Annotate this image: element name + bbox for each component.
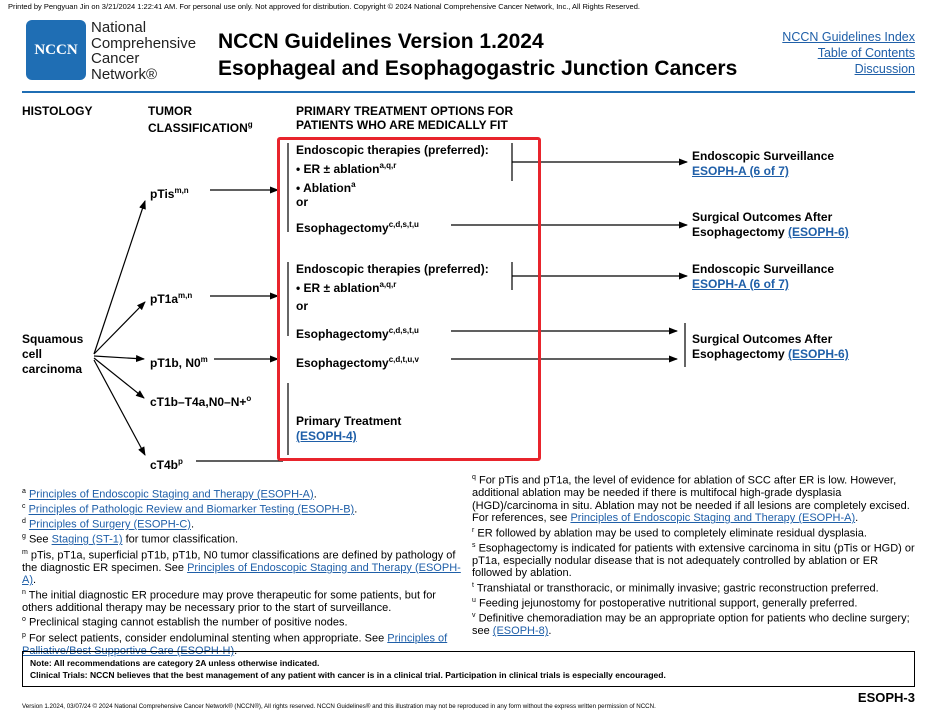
surgical-outcomes-link[interactable]: (ESOPH-6): [788, 347, 849, 361]
footnote-ref: c,d,s,t,u: [388, 220, 419, 229]
primary-treatment-link[interactable]: (ESOPH-4): [296, 429, 357, 443]
footnote-key: d: [22, 518, 26, 526]
footnote-key: g: [22, 533, 26, 541]
surveillance-link[interactable]: ESOPH-A (6 of 7): [692, 164, 789, 178]
footnote-text: Transhiatal or transthoracic, or minimally invasive; gastric reconstruction preferred.: [476, 582, 879, 595]
footnote-text: .: [190, 518, 195, 531]
footnote-ref: a: [351, 180, 356, 189]
footnote-key: n: [22, 588, 26, 596]
note-box: [22, 651, 915, 687]
footnote-ref: a,q,r: [379, 280, 397, 289]
footnote-link[interactable]: Staging (ST-1): [51, 534, 123, 547]
footnote-text: .: [33, 574, 37, 587]
footnote-n: [22, 587, 462, 615]
footnote-key: c: [22, 503, 26, 511]
footnote-key: q: [472, 474, 476, 481]
tumor-ct1b-t4a: [150, 391, 251, 410]
branch-arrow-ct4b: [94, 360, 145, 455]
note-line: Clinical Trials: NCCN believes that the best management of any patient with cancer is in a clinical trial. Participation in clinical trials is especially encouraged.: [30, 670, 666, 680]
footnote-text: Esophagectomy is indicated for patients with extensive carcinoma in situ (pTis or HGD) or pT1a, especially nodular disease that is not adequately controlled by ablation or ER followed by ablation.: [472, 542, 915, 580]
tumor-ct4b: [150, 454, 183, 473]
outcome-line: [692, 225, 849, 240]
footnote-link[interactable]: (ESOPH-8): [492, 625, 549, 638]
outcome-line: Surgical Outcomes After: [692, 210, 833, 224]
logo-line: Network®: [91, 65, 158, 83]
footnote-key: m: [22, 548, 28, 556]
treatment-line: Endoscopic therapies (preferred):: [296, 262, 489, 276]
logo-line: Cancer: [91, 50, 140, 67]
footnote-s: [472, 540, 915, 580]
footnote-text: .: [855, 512, 859, 525]
footnote-u: [472, 595, 915, 610]
outcome-text: Esophagectomy: [692, 347, 785, 361]
treatment-text: Esophagectomy: [296, 356, 389, 370]
footnote-link[interactable]: Principles of Endoscopic Staging and Therapy (ESOPH-A): [28, 488, 314, 501]
branch-arrow-ct1b: [94, 358, 144, 398]
footnote-text: Feeding jejunostomy for postoperative nutritional support, generally preferred.: [478, 597, 858, 610]
title-line-2: Esophageal and Esophagogastric Junction Cancers: [218, 57, 738, 80]
footnote-a: [22, 486, 462, 501]
outcome-line: [692, 347, 849, 362]
footnote-ref: g: [247, 120, 253, 129]
footnote-ref: m,n: [174, 186, 189, 195]
or-label: or: [296, 299, 308, 313]
footnote-ref: c,d,t,u,v: [388, 355, 419, 364]
tumor-label: cT4b: [150, 458, 179, 472]
surgical-outcomes-link[interactable]: (ESOPH-6): [788, 225, 849, 239]
footnote-text: ER followed by ablation may be used to completely eliminate residual dysplasia.: [477, 527, 867, 540]
highlight-box: [277, 137, 541, 461]
footnote-q: [472, 472, 915, 525]
branch-arrow-pt1a: [94, 302, 145, 354]
footnote-m: [22, 547, 462, 587]
footnote-link[interactable]: Principles of Surgery (ESOPH-C): [28, 518, 191, 531]
heading-line: PATIENTS WHO ARE MEDICALLY FIT: [296, 118, 508, 132]
outcome-surveillance-ptis: [692, 149, 834, 179]
footnote-key: p: [22, 631, 26, 639]
footnote-c: [22, 501, 462, 516]
treatment-text: Esophagectomy: [296, 221, 389, 235]
footnote-text: .: [548, 625, 552, 638]
footnote-ref: m,n: [178, 291, 193, 300]
outcome-line: [692, 277, 834, 292]
footnote-text: for tumor classification.: [122, 534, 239, 547]
outcome-text: Esophagectomy: [692, 225, 785, 239]
tumor-ptis: [150, 183, 189, 202]
logo-line: National: [91, 19, 147, 36]
footnote-text: .: [354, 503, 358, 516]
footnote-key: u: [472, 597, 476, 605]
treatment-line: Primary Treatment: [296, 414, 402, 428]
outcome-line: Endoscopic Surveillance: [692, 262, 835, 276]
footnote-ref: o: [246, 394, 252, 403]
treatment-text: • ER ± ablation: [296, 281, 380, 295]
footnote-o: [22, 614, 462, 629]
footnote-t: [472, 580, 915, 595]
discussion-link[interactable]: Discussion: [854, 62, 915, 76]
treatment-text: Esophagectomy: [296, 327, 389, 341]
tumor-label: pT1a: [150, 292, 179, 306]
footnote-key: a: [22, 488, 26, 495]
footnote-r: [472, 525, 915, 540]
page-code: ESOPH-3: [857, 690, 915, 705]
outcome-surveillance-pt1a: [692, 262, 834, 292]
footnote-link[interactable]: Principles of Palliative/Best Supportive Care (ESOPH-H): [22, 632, 448, 657]
table-of-contents-link[interactable]: Table of Contents: [817, 46, 915, 60]
heading-text: CLASSIFICATION: [148, 121, 248, 135]
title-line-1: NCCN Guidelines Version 1.2024: [218, 30, 544, 53]
histology-line: Squamous: [22, 332, 84, 346]
footnote-link[interactable]: Principles of Endoscopic Staging and Therapy (ESOPH-A): [22, 561, 461, 587]
footnote-key: o: [22, 616, 26, 624]
footnote-text: See: [28, 534, 52, 547]
histology-line: cell: [22, 347, 43, 361]
footnotes-left: [22, 486, 462, 657]
footnotes-right: [472, 472, 915, 638]
footnote-text: .: [313, 488, 317, 501]
histology-heading: HISTOLOGY: [22, 104, 93, 118]
footnote-v: [472, 610, 915, 638]
heading-line: TUMOR: [148, 104, 192, 118]
guidelines-index-link[interactable]: NCCN Guidelines Index: [782, 30, 915, 44]
print-notice: Printed by Pengyuan Jin on 3/21/2024 1:22:41 AM. For personal use only. Not approved for distribution. Copyright © 2024 National Comprehensive Cancer Network, Inc., All Rights Reserved.: [8, 2, 640, 11]
footnote-ref: p: [178, 457, 183, 466]
footnote-key: v: [472, 612, 476, 620]
tumor-label: pTis: [150, 187, 175, 201]
branch-arrow-ptis: [94, 201, 145, 354]
footnote-link[interactable]: Principles of Pathologic Review and Biomarker Testing (ESOPH-B): [28, 503, 355, 516]
treatment-text: • ER ± ablation: [296, 162, 380, 176]
footnote-ref: m: [200, 355, 208, 364]
footnote-text: Definitive chemoradiation may be an appropriate option for patients who decline surgery; see: [472, 612, 910, 638]
footnote-ref: a,q,r: [379, 161, 397, 170]
treatment-text: • Ablation: [296, 181, 352, 195]
footnote-link[interactable]: Principles of Endoscopic Staging and Therapy (ESOPH-A): [570, 512, 856, 525]
tumor-pt1a: [150, 288, 192, 307]
footnote-g: [22, 531, 462, 546]
treatment-line: Endoscopic therapies (preferred):: [296, 143, 489, 157]
surveillance-link[interactable]: ESOPH-A (6 of 7): [692, 277, 789, 291]
heading-line: PRIMARY TREATMENT OPTIONS FOR: [296, 104, 514, 118]
footer-copyright: Version 1.2024, 03/07/24 © 2024 National Comprehensive Cancer Network® (NCCN®), All rights reserved. NCCN Guidelines® and this illustration may not be reproduced in any form without the express written permission of NCCN.: [22, 703, 656, 710]
tumor-label: cT1b–T4a,N0–N+: [150, 395, 247, 409]
footnote-text: Preclinical staging cannot establish the number of positive nodes.: [28, 617, 348, 630]
nccn-logo: NCCN: [26, 20, 86, 80]
logo-line: Comprehensive: [91, 34, 197, 52]
tumor-label: pT1b, N0: [150, 356, 201, 370]
outcome-surgical-ptis: [692, 210, 849, 240]
footnote-d: [22, 516, 462, 531]
footnote-text: For pTis and pT1a, the level of evidence for ablation of SCC after ER is low. However, additional ablation may be needed if there is multifocal high-grade dysplasia (HGD)/carcinoma in situ. Ablation may not be needed if all lesions are completely excised. For references, see: [472, 474, 910, 525]
footnote-key: s: [472, 541, 476, 549]
note-line: Note: All recommendations are category 2A unless otherwise indicated.: [30, 658, 320, 668]
footnote-key: t: [472, 581, 474, 589]
outcome-line: [692, 164, 834, 179]
footnote-text: pTis, pT1a, superficial pT1b, pT1b, N0 tumor classifications are defined by pathology of the diagnostic ER specimen. See: [22, 549, 456, 574]
or-label: or: [296, 195, 308, 209]
footnote-key: r: [472, 526, 475, 534]
footnote-text: .: [234, 644, 238, 657]
outcome-line: Surgical Outcomes After: [692, 332, 833, 346]
histology-line: carcinoma: [22, 362, 83, 376]
tumor-pt1b: [150, 352, 208, 371]
footnote-text: The initial diagnostic ER procedure may prove therapeutic for some patients, but for others additional therapy may be necessary prior to the start of surveillance.: [22, 589, 436, 614]
footnote-ref: c,d,s,t,u: [388, 326, 419, 335]
footnote-text: For select patients, consider endoluminal stenting when appropriate. See: [28, 632, 388, 645]
outcome-surgical-pt1a-pt1b: [692, 332, 849, 362]
outcome-line: Endoscopic Surveillance: [692, 149, 835, 163]
branch-arrow-pt1b: [94, 356, 144, 359]
histology-node: [22, 332, 83, 377]
